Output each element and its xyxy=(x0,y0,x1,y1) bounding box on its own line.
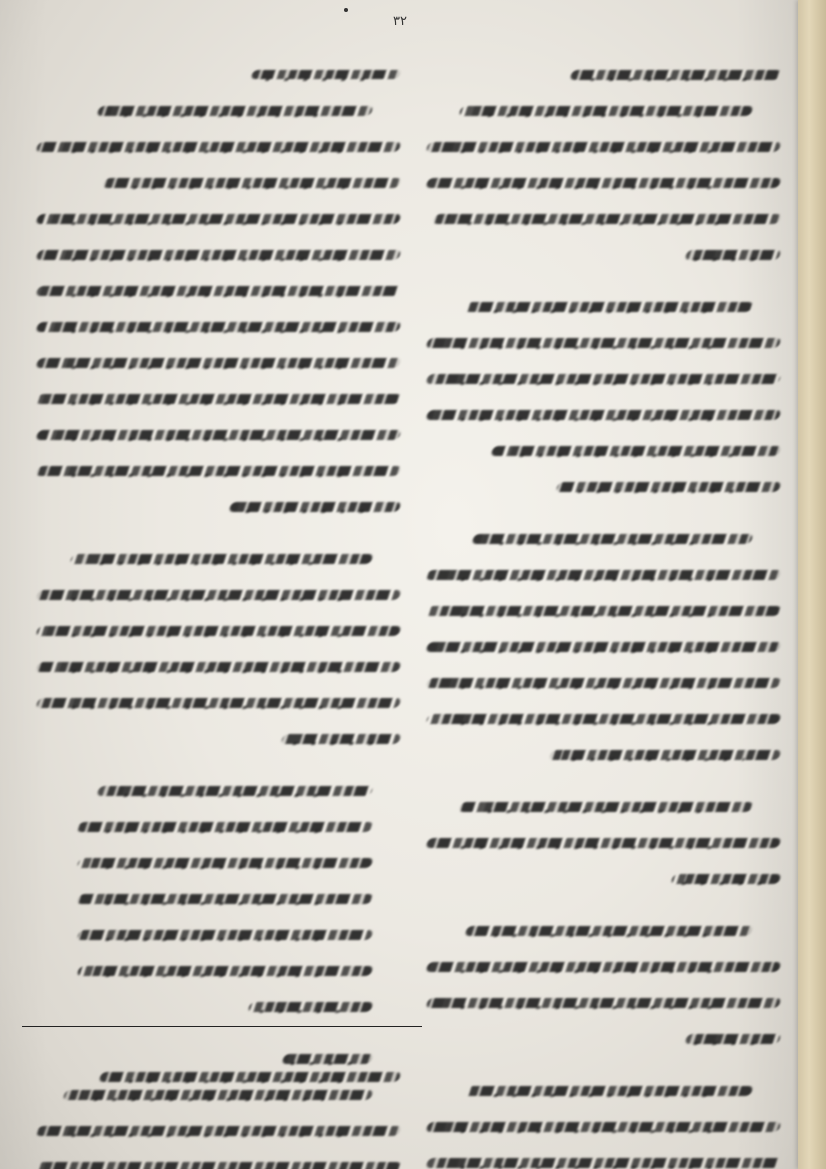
handwritten-line xyxy=(420,1146,780,1169)
left-text-column xyxy=(30,58,400,1169)
handwritten-line xyxy=(420,862,780,896)
ink-stroke xyxy=(247,1002,373,1012)
ink-stroke xyxy=(102,178,401,188)
handwritten-line xyxy=(30,846,400,880)
handwritten-line xyxy=(420,434,780,468)
ink-stroke xyxy=(425,410,781,420)
handwritten-line xyxy=(420,470,780,504)
paragraph-gap xyxy=(420,274,780,290)
footnote-line xyxy=(100,1060,400,1094)
ink-stroke xyxy=(76,858,373,868)
handwritten-line xyxy=(420,630,780,664)
handwritten-line xyxy=(30,650,400,684)
handwritten-line xyxy=(30,1150,400,1169)
ink-stroke xyxy=(425,998,781,1008)
handwritten-line xyxy=(30,990,400,1024)
ink-stroke xyxy=(76,930,373,940)
ink-stroke xyxy=(35,590,401,600)
handwritten-line xyxy=(30,382,400,416)
ink-stroke xyxy=(425,962,781,972)
ink-stroke xyxy=(471,534,753,544)
ink-stroke xyxy=(490,446,781,456)
ink-stroke xyxy=(35,250,401,260)
ink-stroke xyxy=(425,142,781,152)
ink-stroke xyxy=(684,250,781,260)
ink-stroke xyxy=(432,214,781,224)
ink-stroke xyxy=(425,606,781,616)
ink-stroke xyxy=(425,338,781,348)
handwritten-line xyxy=(30,94,400,128)
ink-stroke xyxy=(35,466,401,476)
handwritten-line xyxy=(30,614,400,648)
ink-stroke xyxy=(35,430,401,440)
handwritten-line xyxy=(420,666,780,700)
page-mark xyxy=(344,8,348,12)
ink-stroke xyxy=(458,802,753,812)
handwritten-line xyxy=(420,398,780,432)
ink-stroke xyxy=(35,286,401,296)
handwritten-line xyxy=(30,722,400,756)
handwritten-line xyxy=(420,1074,780,1108)
ink-stroke xyxy=(251,70,402,79)
ink-stroke xyxy=(464,1086,753,1096)
paragraph-gap xyxy=(420,774,780,790)
handwritten-line xyxy=(30,274,400,308)
ink-stroke xyxy=(684,1034,781,1044)
ink-stroke xyxy=(280,734,401,744)
handwritten-line xyxy=(420,238,780,272)
handwritten-line xyxy=(30,346,400,380)
handwritten-line xyxy=(30,202,400,236)
handwritten-line xyxy=(420,914,780,948)
ink-stroke xyxy=(548,750,781,760)
handwritten-line xyxy=(30,810,400,844)
handwritten-line xyxy=(420,738,780,772)
handwritten-line xyxy=(30,542,400,576)
footnote-divider xyxy=(22,1026,422,1027)
ink-stroke xyxy=(76,822,373,832)
ink-stroke xyxy=(35,322,401,332)
ink-stroke xyxy=(69,554,373,564)
ink-stroke xyxy=(35,1162,401,1169)
ink-stroke xyxy=(670,874,781,884)
ink-stroke xyxy=(425,570,781,580)
handwritten-line xyxy=(30,490,400,524)
ink-stroke xyxy=(569,70,781,80)
handwritten-line xyxy=(420,166,780,200)
ink-stroke xyxy=(464,926,753,936)
paragraph-gap xyxy=(30,758,400,774)
handwritten-line xyxy=(420,58,780,92)
ink-stroke xyxy=(35,358,401,368)
ink-stroke xyxy=(35,394,401,404)
ink-stroke xyxy=(425,1122,781,1132)
ink-stroke xyxy=(35,142,401,152)
handwritten-line xyxy=(30,578,400,612)
handwritten-line xyxy=(30,882,400,916)
ink-stroke xyxy=(76,894,373,904)
ink-stroke xyxy=(425,178,781,188)
handwritten-line xyxy=(30,58,400,92)
ink-stroke xyxy=(35,626,401,636)
ink-stroke xyxy=(425,838,781,848)
ink-stroke xyxy=(555,482,781,492)
handwritten-line xyxy=(420,558,780,592)
book-spine xyxy=(798,0,826,1169)
ink-stroke xyxy=(464,302,753,312)
paragraph-gap xyxy=(420,1058,780,1074)
paragraph-gap xyxy=(30,526,400,542)
ink-stroke xyxy=(228,502,401,512)
ink-stroke xyxy=(458,106,753,116)
ink-stroke xyxy=(425,714,781,724)
handwritten-line xyxy=(30,418,400,452)
ink-stroke xyxy=(35,698,401,708)
handwritten-line xyxy=(30,310,400,344)
handwritten-line xyxy=(420,94,780,128)
ink-stroke xyxy=(35,214,401,224)
paragraph-gap xyxy=(30,1026,400,1042)
paragraph-gap xyxy=(420,898,780,914)
handwritten-line xyxy=(30,130,400,164)
ink-stroke xyxy=(96,786,373,796)
handwritten-line xyxy=(30,686,400,720)
handwritten-line xyxy=(420,202,780,236)
ink-stroke xyxy=(35,1126,401,1136)
right-text-column xyxy=(420,58,780,1169)
handwritten-line xyxy=(30,238,400,272)
handwritten-line xyxy=(420,362,780,396)
handwritten-line xyxy=(30,454,400,488)
handwritten-line xyxy=(420,522,780,556)
handwritten-line xyxy=(420,1110,780,1144)
handwritten-line xyxy=(420,290,780,324)
ink-stroke xyxy=(98,1072,401,1082)
handwritten-line xyxy=(420,326,780,360)
ink-stroke xyxy=(425,1158,781,1168)
ink-stroke xyxy=(425,374,781,384)
ink-stroke xyxy=(425,642,781,652)
footnote xyxy=(100,1060,400,1094)
ink-stroke xyxy=(35,662,401,672)
ink-stroke xyxy=(96,106,373,116)
handwritten-line xyxy=(30,918,400,952)
page-number: ۳۲ xyxy=(393,14,407,29)
paragraph-gap xyxy=(420,506,780,522)
handwritten-line xyxy=(30,774,400,808)
handwritten-line xyxy=(30,954,400,988)
handwritten-line xyxy=(420,790,780,824)
handwritten-line xyxy=(420,1022,780,1056)
handwritten-line xyxy=(420,594,780,628)
ink-stroke xyxy=(425,678,781,688)
handwritten-line xyxy=(420,702,780,736)
handwritten-line xyxy=(30,166,400,200)
handwritten-line xyxy=(420,130,780,164)
handwritten-line xyxy=(30,1114,400,1148)
handwritten-line xyxy=(420,826,780,860)
handwritten-line xyxy=(420,986,780,1020)
ink-stroke xyxy=(76,966,373,976)
handwritten-line xyxy=(420,950,780,984)
